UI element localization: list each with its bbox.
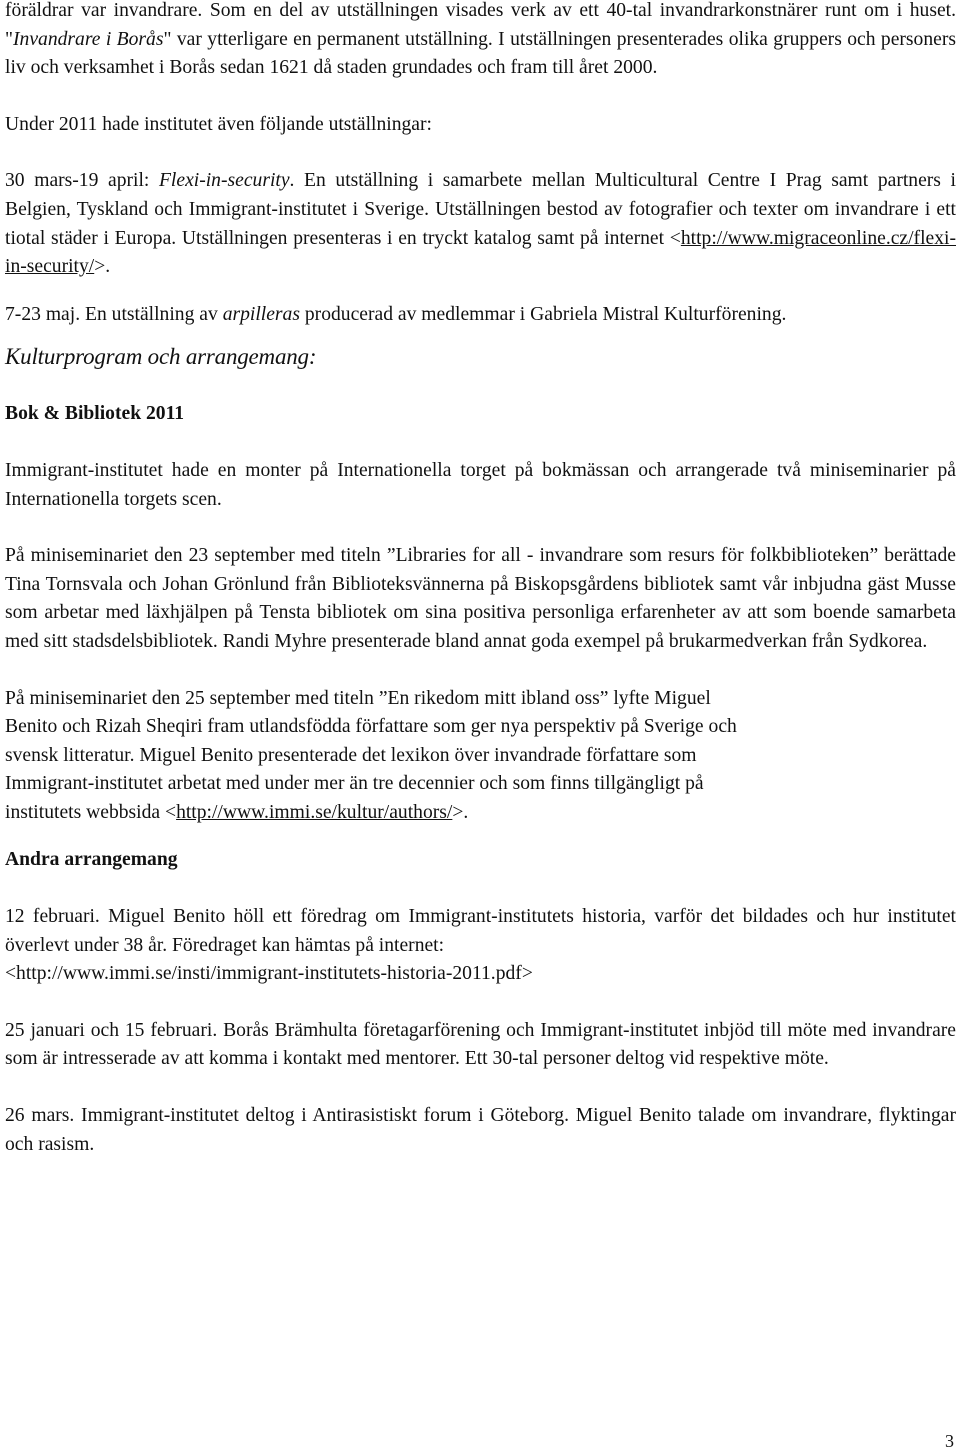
kulturprogram-heading: Kulturprogram och arrangemang: [5,344,317,370]
bok-bibliotek-heading: Bok & Bibliotek 2011 [5,403,185,425]
andra-paragraph-3: 26 mars. Immigrant-institutet deltog i Antirasistiskt forum i Göteborg. Miguel Benito talade om invandrare, flyktingar och rasism. [5,1105,956,1155]
bok-p3-line [5,799,956,828]
bok-p3-line: Immigrant-institutet arbetat med under mer än tre decennier och som finns tillgängligt på [5,773,704,795]
andra-p1-text: 12 februari. Miguel Benito höll ett föredrag om Immigrant-institutets historia, varför det bildades och hur institutet överlevt under 38 år. Föredraget kan hämtas på internet: [5,906,956,956]
quote-mark: " [5,28,13,50]
flexi-title: Flexi-in-security [158,170,290,192]
flexi-body: . En utställning i samarbete mellan Multicultural Centre I Prag samt partners i Belgien, Tyskland och Immigrant-institutet i Sverige. Utställningen bestod av fotografier och texter om invandrare i ett tiotal städer i Europa. Utställningen presenteras i en tryckt katalog samt på internet < [5,170,956,249]
intro-paragraph [5,0,956,83]
bok-p3-close: >. [452,801,469,823]
intro-rest: " var ytterligare en permanent utställning. I utställningen presenterades olika gruppers och personers liv och verksamhet i Borås sedan 1621 då staden grundades och fram till året 2000. [5,28,956,79]
intro-text: föräldrar var invandrare. Som en del av utställningen visades verk av ett 40-tal invandrarkonstnärer runt om i huset. [5,0,956,21]
bok-p3-line: På miniseminariet den 25 september med titeln ”En rikedom mitt ibland oss” lyfte Miguel [5,687,711,709]
andra-arrangemang-heading: Andra arrangemang [5,849,178,871]
flexi-close: >. [94,256,111,278]
arpilleras-rest: producerad av medlemmar i Gabriela Mistral Kulturförening. [299,303,787,325]
authors-link[interactable]: http://www.immi.se/kultur/authors/ [176,801,453,823]
bok-paragraph-3 [5,685,956,828]
flexi-date: 30 mars-19 april: [5,170,159,192]
flexi-link[interactable]: http://www.migraceonline.cz/flexi-in-security/ [5,227,956,278]
arpilleras-paragraph [5,301,956,330]
document-page [5,0,956,1159]
arpilleras-date: 7-23 maj. En utställning av [5,303,223,325]
historia-url: <http://www.immi.se/insti/immigrant-institutets-historia-2011.pdf> [5,963,533,985]
bok-p3-last-text: institutets webbsida < [5,801,177,823]
page-number: 3 [945,1431,954,1451]
arpilleras-term: arpilleras [222,303,300,325]
bok-paragraph-1: Immigrant-institutet hade en monter på Internationella torget på bokmässan och arrangerade två miniseminarier på Internationella torgets scen. [5,459,956,510]
bok-p3-line: svensk litteratur. Miguel Benito presenterade det lexikon över invandrade författare som [5,744,697,766]
exhibition-title: Invandrare i Borås [13,28,164,50]
under-2011-paragraph: Under 2011 hade institutet även följande utställningar: [5,113,432,135]
flexi-paragraph [5,167,956,281]
bok-paragraph-2: På miniseminariet den 23 september med titeln ”Libraries for all - invandrare som resurs för folkbiblioteken” berättade Tina Tornsvala och Johan Grönlund från Biblioteksvännerna på Biskopsgårdens bibliotek samt vår inbjudna gäst Musse som arbetar med läxhjälpen på Tensta bibliotek om sina positiva personliga erfarenheter av att som boende samarbeta med sitt stadsdelsbibliotek. Randi Myhre presenterade bland annat goda exempel på brukarmedverkan från Sydkorea. [5,545,956,652]
andra-paragraph-2: 25 januari och 15 februari. Borås Brämhulta företagarförening och Immigrant-institutet inbjöd till möte med invandrare som är intresserade av att komma i kontakt med mentorer. Ett 30-tal personer deltog vid respektive möte. [5,1019,956,1070]
andra-paragraph-1 [5,903,956,989]
bok-p3-line: Benito och Rizah Sheqiri fram utlandsfödda författare som ger nya perspektiv på Sverige och [5,716,737,738]
